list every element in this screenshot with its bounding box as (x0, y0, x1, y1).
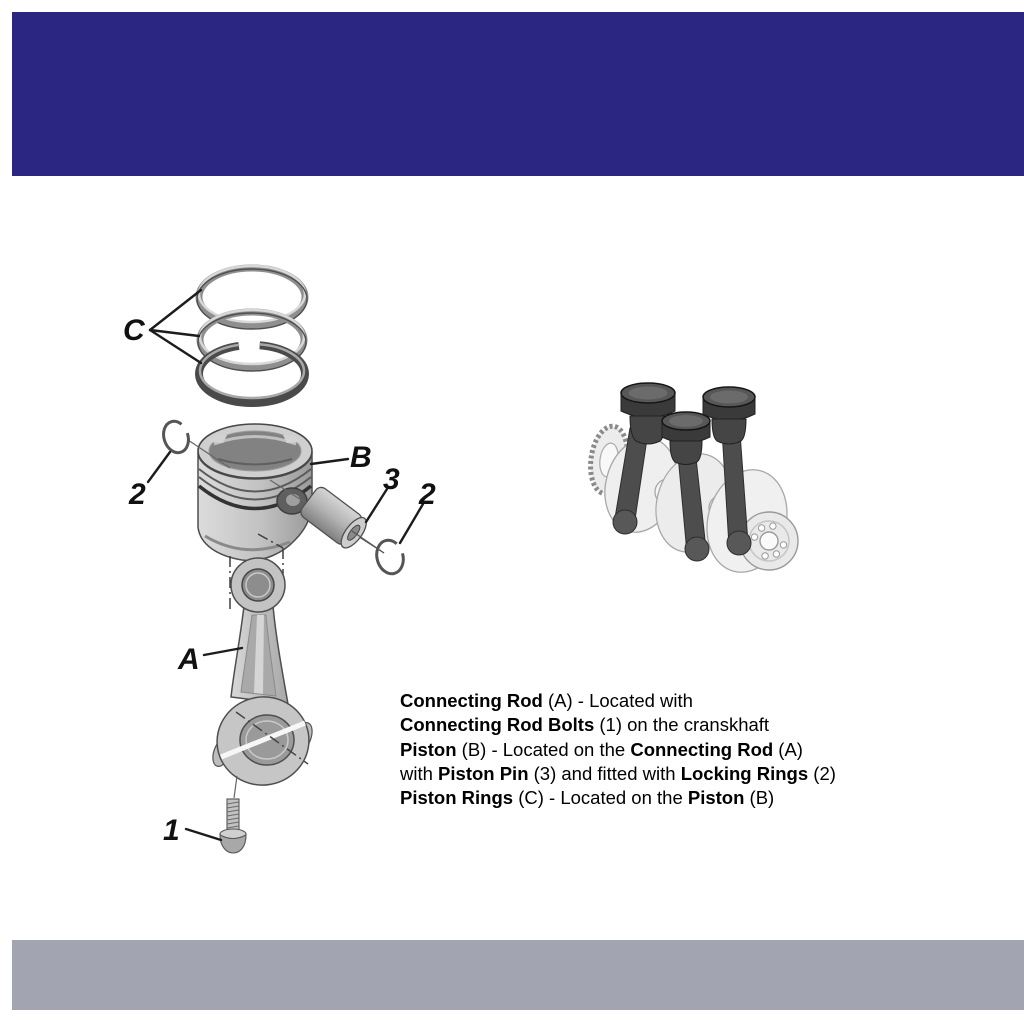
piston-rings-illustration (150, 266, 307, 403)
rod-bolt-illustration (220, 799, 246, 853)
caption-line: with Piston Pin (3) and fitted with Locking Rings (2) (400, 762, 836, 784)
connecting-rod-illustration (209, 558, 316, 798)
piston-ring-bottom (199, 344, 305, 403)
crank-piston-3 (703, 387, 755, 444)
caption-line: Connecting Rod Bolts (1) on the cranskhaft (400, 714, 770, 736)
piston-illustration (198, 424, 312, 560)
label-locking-ring-left: 2 (129, 478, 146, 511)
label-connecting-rod: A (178, 643, 200, 676)
label-rod-bolt: 1 (163, 814, 180, 847)
crankshaft-assembly-illustration (586, 383, 798, 581)
caption-line: Piston (B) - Located on the Connecting Rod (A) (400, 738, 803, 760)
label-piston: B (350, 441, 372, 474)
bottom-banner (12, 940, 1024, 1010)
caption-line: Connecting Rod (A) - Located with (400, 690, 693, 711)
caption-line: Piston Rings (C) - Located on the Piston (B) (400, 787, 775, 809)
piston-rings-leader-lines (150, 290, 201, 363)
locking-ring-left (160, 418, 193, 456)
caption-block (400, 689, 836, 810)
locking-ring-right (373, 537, 407, 577)
piston-ring-middle (198, 310, 306, 371)
label-piston-rings: C (123, 314, 145, 347)
label-locking-ring-right: 2 (419, 478, 436, 511)
label-piston-pin: 3 (383, 463, 400, 496)
